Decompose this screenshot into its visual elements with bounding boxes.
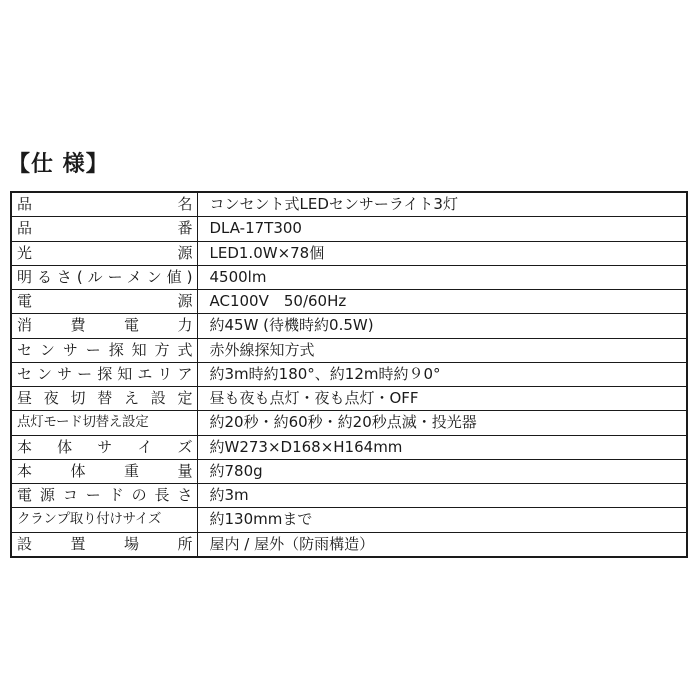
spec-label-brightness: 明るさ(ルーメン値) (11, 265, 197, 289)
spec-value-day-night-setting: 昼も夜も点灯・夜も点灯・OFF (197, 387, 687, 411)
spec-value-product-number: DLA-17T300 (197, 217, 687, 241)
spec-value-sensor-area: 約3m時約180°、約12m時約９0° (197, 362, 687, 386)
spec-heading (8, 150, 109, 180)
table-row (11, 192, 687, 217)
table-row (11, 435, 687, 459)
spec-value-lighting-mode: 約20秒・約60秒・約20秒点滅・投光器 (197, 411, 687, 435)
spec-label-product-name: 品 名 (11, 192, 197, 217)
spec-label-light-source: 光 源 (11, 241, 197, 265)
spec-label-cord-length: 電源コードの長さ (11, 484, 197, 508)
spec-table (10, 191, 688, 558)
table-row (11, 484, 687, 508)
spec-label-sensor-area: センサー探知エリア (11, 362, 197, 386)
table-row (11, 265, 687, 289)
spec-value-power-consumption: 約45W (待機時約0.5W) (197, 314, 687, 338)
spec-value-product-name: コンセント式LEDセンサーライト3灯 (197, 192, 687, 217)
spec-label-power-consumption: 消 費 電 力 (11, 314, 197, 338)
spec-label-product-number: 品 番 (11, 217, 197, 241)
spec-value-clamp-size: 約130mmまで (197, 508, 687, 532)
spec-value-brightness: 4500lm (197, 265, 687, 289)
table-row (11, 508, 687, 532)
spec-value-cord-length: 約3m (197, 484, 687, 508)
spec-label-clamp-size: クランプ取り付けサイズ (11, 508, 197, 532)
table-row (11, 411, 687, 435)
spec-label-power-supply: 電 源 (11, 290, 197, 314)
spec-value-power-supply: AC100V 50/60Hz (197, 290, 687, 314)
spec-label-installation-location: 設 置 場 所 (11, 532, 197, 557)
spec-label-day-night-setting: 昼夜切替え設定 (11, 387, 197, 411)
heading-open-bracket: 【 (8, 152, 32, 177)
table-row (11, 362, 687, 386)
spec-label-body-size: 本 体 サ イ ズ (11, 435, 197, 459)
table-row (11, 217, 687, 241)
spec-value-installation-location: 屋内 / 屋外（防雨構造） (197, 532, 687, 557)
table-row (11, 387, 687, 411)
table-row (11, 532, 687, 557)
table-row (11, 241, 687, 265)
table-row (11, 338, 687, 362)
spec-label-lighting-mode: 点灯モード切替え設定 (11, 411, 197, 435)
spec-label-sensor-method: センサー探知方式 (11, 338, 197, 362)
table-row (11, 314, 687, 338)
spec-value-sensor-method: 赤外線探知方式 (197, 338, 687, 362)
table-row (11, 459, 687, 483)
heading-close-bracket: 】 (85, 152, 109, 177)
heading-title: 仕 様 (31, 152, 86, 177)
spec-value-body-weight: 約780g (197, 459, 687, 483)
table-row (11, 290, 687, 314)
spec-value-body-size: 約W273×D168×H164mm (197, 435, 687, 459)
spec-value-light-source: LED1.0W×78個 (197, 241, 687, 265)
spec-label-body-weight: 本 体 重 量 (11, 459, 197, 483)
